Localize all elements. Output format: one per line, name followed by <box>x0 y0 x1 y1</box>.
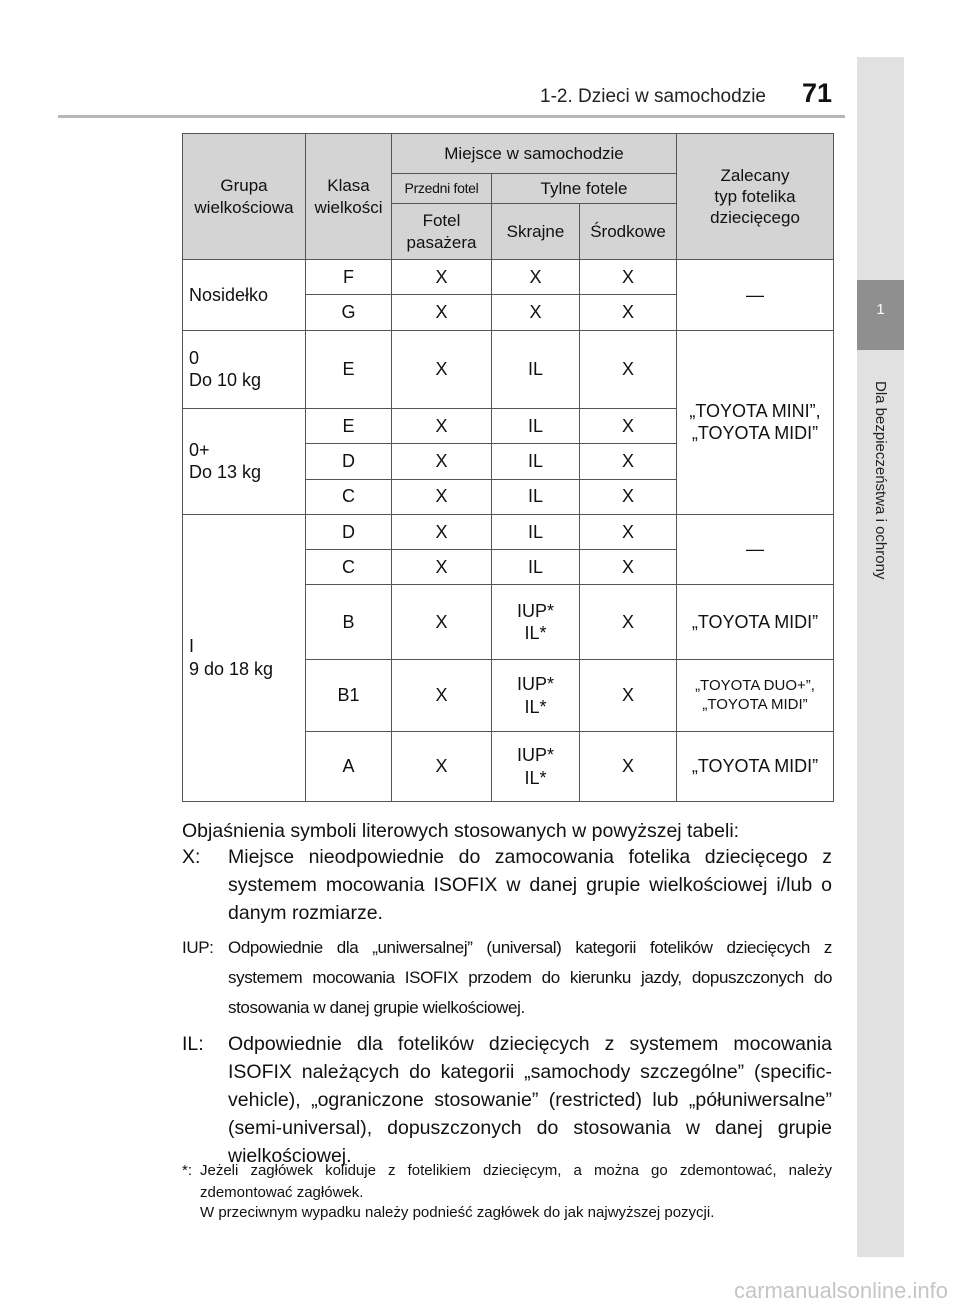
recommended-group-0: „TOYOTA MINI”, „TOYOTA MIDI” <box>677 330 834 514</box>
cell-middle: X <box>580 514 677 549</box>
header-outer-seats: Skrajne <box>492 204 580 260</box>
footnote-key: *: <box>182 1162 193 1179</box>
group-I: I 9 do 18 kg <box>183 514 306 801</box>
cell-outer: IL <box>492 330 580 409</box>
chapter-side-tab <box>857 57 904 1257</box>
cell-class: F <box>306 260 392 295</box>
cell-front: X <box>392 479 492 514</box>
cell-class: G <box>306 295 392 330</box>
cell-outer: IL <box>492 514 580 549</box>
legend-x <box>182 843 832 927</box>
watermark: carmanualsonline.info <box>733 1278 948 1303</box>
header-rear-seats: Tylne fotele <box>492 174 677 204</box>
isofix-compatibility-table <box>182 133 834 802</box>
cell-middle: X <box>580 659 677 732</box>
cell-front: X <box>392 659 492 732</box>
cell-middle: X <box>580 409 677 444</box>
cell-middle: X <box>580 444 677 479</box>
cell-class: E <box>306 409 392 444</box>
header-middle-seat: Środkowe <box>580 204 677 260</box>
legend-il-key: IL: <box>182 1033 204 1055</box>
cell-outer: X <box>492 295 580 330</box>
recommended-group-I-b: „TOYOTA MIDI” <box>677 585 834 660</box>
legend-il <box>182 1030 832 1170</box>
cell-class: B <box>306 585 392 660</box>
group-0: 0 Do 10 kg <box>183 330 306 409</box>
legend-il-text: Odpowiednie dla fotelików dziecięcych z systemem mocowania ISOFIX należących do kategorii „samochody szczególne” (specific-vehicle), „ograniczone stosowanie” (restricted) lub „półuniwersalne” (semi-universal), dopuszczonych do stosowania w danej grupie wielkościowej. <box>228 1033 832 1167</box>
legend-x-text: Miejsce nieodpowiednie do zamocowania fotelika dziecięcego z systemem mocowania ISOFIX w danej grupie wielkościowej i/lub o danym rozmiarze. <box>228 846 832 924</box>
legend-x-key: X: <box>182 846 201 868</box>
cell-class: D <box>306 444 392 479</box>
cell-outer: IL <box>492 550 580 585</box>
header-group: Grupa wielkościowa <box>183 134 306 260</box>
cell-front: X <box>392 550 492 585</box>
cell-middle: X <box>580 585 677 660</box>
group-nosidelko: Nosidełko <box>183 260 306 331</box>
cell-middle: X <box>580 330 677 409</box>
section-title: 1-2. Dzieci w samochodzie <box>540 86 766 107</box>
cell-front: X <box>392 514 492 549</box>
cell-middle: X <box>580 479 677 514</box>
chapter-title: Dla bezpieczeństwa i ochrony <box>872 380 889 580</box>
recommended-nosidelko: — <box>677 260 834 331</box>
cell-class: E <box>306 330 392 409</box>
footnote <box>182 1160 832 1204</box>
legend-iup <box>182 933 832 1023</box>
header-front-seat: Przedni fotel <box>392 174 492 204</box>
cell-front: X <box>392 732 492 802</box>
cell-class: C <box>306 550 392 585</box>
cell-class: C <box>306 479 392 514</box>
cell-outer: IUP* IL* <box>492 732 580 802</box>
recommended-group-I-dc: — <box>677 514 834 585</box>
cell-front: X <box>392 260 492 295</box>
cell-front: X <box>392 409 492 444</box>
chapter-number: 1 <box>857 280 904 350</box>
cell-front: X <box>392 295 492 330</box>
footnote-text-2: W przeciwnym wypadku należy podnieść zagłówek do jak najwyższej pozycji. <box>200 1204 715 1221</box>
cell-front: X <box>392 330 492 409</box>
header-passenger-seat: Fotel pasażera <box>392 204 492 260</box>
cell-outer: X <box>492 260 580 295</box>
cell-outer: IUP* IL* <box>492 585 580 660</box>
cell-outer: IL <box>492 479 580 514</box>
legend-iup-key: IUP: <box>182 938 214 957</box>
cell-outer: IL <box>492 444 580 479</box>
cell-front: X <box>392 444 492 479</box>
chapter-title-vertical <box>857 355 904 605</box>
header-class: Klasa wielkości <box>306 134 392 260</box>
cell-front: X <box>392 585 492 660</box>
cell-class: A <box>306 732 392 802</box>
header-divider <box>58 115 845 118</box>
group-0plus: 0+ Do 13 kg <box>183 409 306 515</box>
header-recommended-type: Zalecany typ fotelika dziecięcego <box>677 134 834 260</box>
legend-intro: Objaśnienia symboli literowych stosowanych w powyższej tabeli: <box>182 820 740 842</box>
footnote-text: Jeżeli zagłówek koliduje z fotelikiem dziecięcym, a można go zdemontować, należy zdemontować zagłówek. <box>200 1162 832 1201</box>
recommended-group-I-b1: „TOYOTA DUO+”, „TOYOTA MIDI” <box>677 659 834 732</box>
page-number: 71 <box>802 78 833 108</box>
cell-class: B1 <box>306 659 392 732</box>
header-seat-position: Miejsce w samochodzie <box>392 134 677 174</box>
cell-middle: X <box>580 260 677 295</box>
cell-outer: IL <box>492 409 580 444</box>
cell-middle: X <box>580 295 677 330</box>
cell-class: D <box>306 514 392 549</box>
cell-middle: X <box>580 550 677 585</box>
cell-middle: X <box>580 732 677 802</box>
legend-iup-text: Odpowiednie dla „uniwersalnej” (universal) kategorii fotelików dziecięcych z systemem mocowania ISOFIX przodem do kierunku jazdy, dopuszczonych do stosowania w danej grupie wielkościowej. <box>228 938 832 1017</box>
cell-outer: IUP* IL* <box>492 659 580 732</box>
recommended-group-I-a: „TOYOTA MIDI” <box>677 732 834 802</box>
